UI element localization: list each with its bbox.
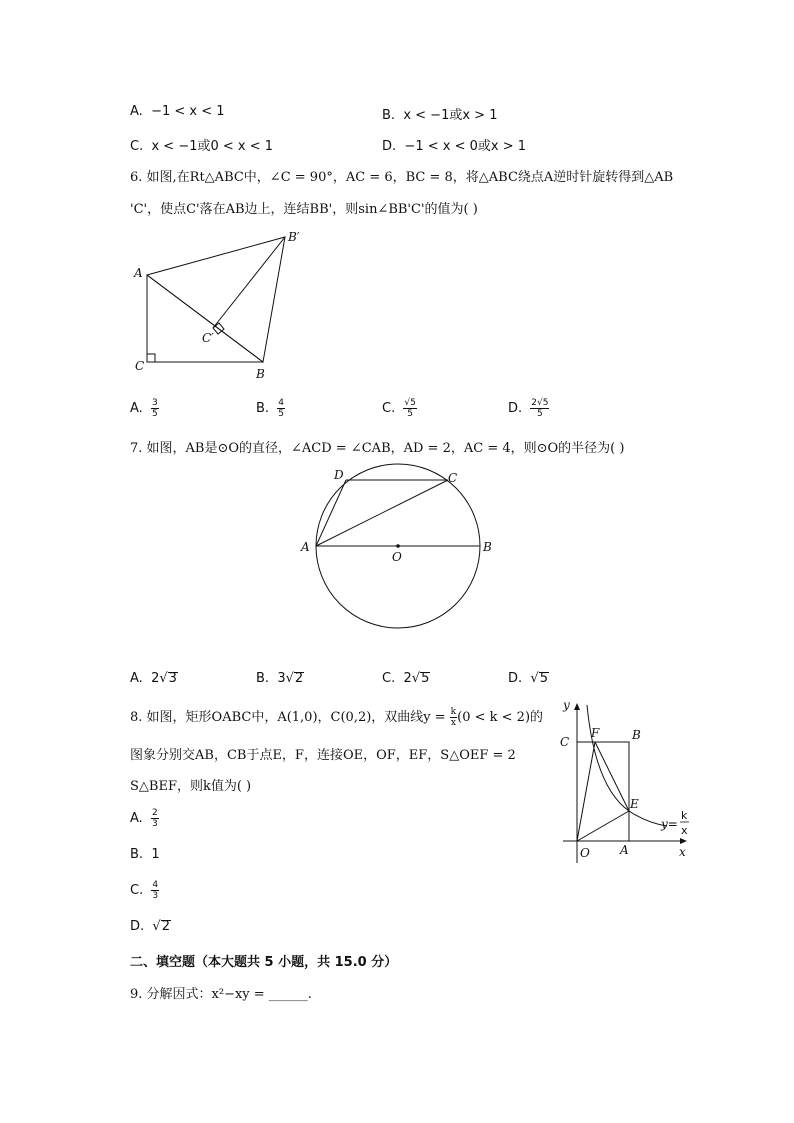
q9-stem: 9. 分解因式：x²−xy = ______. xyxy=(130,987,312,1002)
q6-stem-line1: 6. 如图,在Rt△ABC中，∠C = 90°，AC = 6，BC = 8，将△ABC绕点A逆时针旋转得到△AB xyxy=(130,170,674,185)
q7-label-a: A xyxy=(301,540,310,554)
q6-stem-line2: 'C'，使点C'落在AB边上，连结BB'，则sin∠BB'C'的值为( ) xyxy=(130,202,478,217)
q7-label-d: D xyxy=(334,468,344,482)
q7-label-c: C xyxy=(448,471,458,485)
q5-option-c: C. x < −1或0 < x < 1 xyxy=(130,139,274,154)
q6-option-b: B. $\frac{4}{5}$ xyxy=(256,398,284,419)
q6-label-c: C xyxy=(135,359,145,373)
q7-figure xyxy=(295,460,505,635)
q6-figure xyxy=(125,225,315,385)
q7-option-b: B. 3√2 xyxy=(256,671,304,686)
q5-option-a: A. −1 < x < 1 xyxy=(130,104,225,119)
q8-label-e: E xyxy=(630,797,639,811)
q8-label-o: O xyxy=(580,846,590,860)
q7-stem: 7. 如图，AB是⊙O的直径，∠ACD = ∠CAB，AD = 2，AC = 4，则⊙O的半径为( ) xyxy=(130,441,625,456)
q8-label-x-axis: x xyxy=(679,845,686,859)
q8-label-y-axis: y xyxy=(563,698,570,712)
q8-stem-line2: 图象分别交AB，CB于点E，F，连接OE，OF，EF，S△OEF = 2 xyxy=(130,748,516,763)
q6-option-d: D. $\frac{2√5}{5}$ xyxy=(508,398,549,419)
q8-stem-line1: 8. 如图，矩形OABC中，A(1,0)，C(0,2)，双曲线y = $\frac{k}{x}$ (0 < k < 2)的 xyxy=(130,707,544,728)
q8-curve-label-k: k xyxy=(681,809,688,822)
q7-option-d: D. √5 xyxy=(508,671,548,686)
section-2-heading: 二、填空题（本大题共 5 小题，共 15.0 分） xyxy=(130,955,398,970)
q8-curve-label-x: x xyxy=(681,824,688,837)
q6-option-c: C. $\frac{√5}{5}$ xyxy=(382,398,416,419)
q6-label-a: A xyxy=(134,266,143,280)
q8-option-a: A. $\frac{2}{3}$ xyxy=(130,808,158,829)
q5-option-d: D. −1 < x < 0或x > 1 xyxy=(382,139,526,154)
q7-option-a: A. 2√3 xyxy=(130,671,177,686)
q7-option-c: C. 2√5 xyxy=(382,671,430,686)
q6-label-c-prime: C′ xyxy=(202,331,214,345)
q8-label-a: A xyxy=(620,843,629,857)
q7-label-o: O xyxy=(392,550,402,564)
q5-option-b: B. x < −1或x > 1 xyxy=(382,108,498,123)
q7-label-b: B xyxy=(483,540,492,554)
q6-label-b-prime: B′ xyxy=(288,230,300,244)
q8-label-c: C xyxy=(560,735,570,749)
q6-label-b: B xyxy=(256,367,265,381)
q8-stem-line3: S△BEF，则k值为( ) xyxy=(130,779,252,794)
q8-figure xyxy=(555,695,700,867)
q8-label-f: F xyxy=(591,726,600,740)
q8-curve-label-y: y= xyxy=(661,817,678,831)
q8-option-b: B. 1 xyxy=(130,847,160,862)
q8-option-d: D. √2 xyxy=(130,919,170,934)
q8-label-b: B xyxy=(632,728,641,742)
q6-option-a: A. $\frac{3}{5}$ xyxy=(130,398,158,419)
q8-option-c: C. $\frac{4}{3}$ xyxy=(130,880,159,901)
